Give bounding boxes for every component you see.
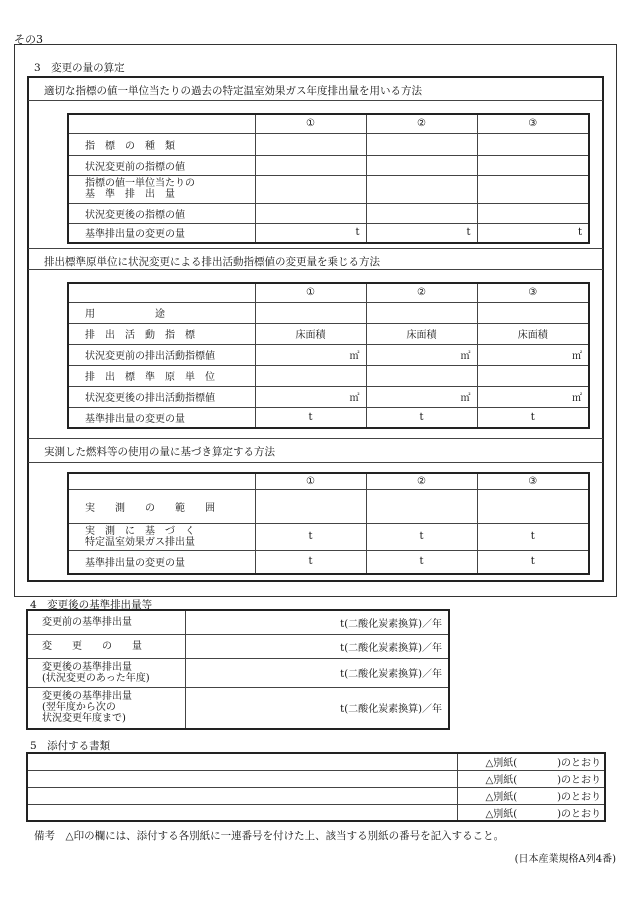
row-label: 状況変更後の排出活動指標値 <box>68 386 255 407</box>
input-cell[interactable]: t <box>255 407 366 428</box>
row-label-line: 状況変更年度まで) <box>42 713 126 725</box>
col-header: ① <box>255 283 366 302</box>
attachment-entry[interactable] <box>27 804 457 821</box>
input-cell[interactable]: t <box>477 550 589 574</box>
row-label: 用 途 <box>68 302 255 323</box>
method-2-title: 排出標準原単位に状況変更による排出活動指標値の変更量を乗じる方法 <box>44 256 380 268</box>
input-cell[interactable] <box>366 155 477 175</box>
input-cell[interactable] <box>477 155 589 175</box>
col-header: ③ <box>477 114 589 133</box>
row-label <box>68 523 255 550</box>
input-cell[interactable] <box>366 302 477 323</box>
input-cell[interactable]: 床面積 <box>477 323 589 344</box>
section-4-table <box>26 609 450 730</box>
method-2-table <box>67 282 590 429</box>
attachment-ref[interactable]: △別紙( )のとおり <box>457 753 605 770</box>
attachment-ref[interactable]: △別紙( )のとおり <box>457 804 605 821</box>
input-cell[interactable] <box>477 302 589 323</box>
input-cell[interactable] <box>255 489 366 523</box>
row-label-line: 実 測 に 基 づ く <box>85 525 195 537</box>
row-label: 排 出 標 準 原 単 位 <box>68 365 255 386</box>
input-cell[interactable] <box>366 133 477 155</box>
input-cell[interactable] <box>366 175 477 203</box>
row-label: 基準排出量の変更の量 <box>68 550 255 574</box>
value-cell[interactable]: t(二酸化炭素換算)／年 <box>185 687 449 729</box>
value-cell[interactable]: t(二酸化炭素換算)／年 <box>185 658 449 687</box>
col-header: ③ <box>477 473 589 489</box>
input-cell[interactable]: 床面積 <box>255 323 366 344</box>
input-cell[interactable]: t <box>477 223 589 243</box>
row-label: 状況変更後の指標の値 <box>68 203 255 223</box>
row-label <box>27 610 185 634</box>
method-1-title: 適切な指標の値一単位当たりの過去の特定温室効果ガス年度排出量を用いる方法 <box>44 85 422 97</box>
divider <box>28 269 603 270</box>
attachment-entry[interactable] <box>27 770 457 787</box>
page-label: その3 <box>14 33 43 46</box>
row-label: 状況変更前の指標の値 <box>68 155 255 175</box>
input-cell[interactable]: ㎡ <box>366 344 477 365</box>
input-cell[interactable]: t <box>366 407 477 428</box>
row-label-line: 指標の値一単位当たりの <box>85 178 195 189</box>
attachments-table <box>26 752 606 822</box>
input-cell[interactable]: ㎡ <box>255 344 366 365</box>
input-cell[interactable]: t <box>477 523 589 550</box>
paper-standard: (日本産業規格A列4番) <box>514 854 616 865</box>
input-cell[interactable] <box>477 133 589 155</box>
attachment-ref[interactable]: △別紙( )のとおり <box>457 787 605 804</box>
remarks-note: 備考 △印の欄には、添付する各別紙に一連番号を付けた上、該当する別紙の番号を記入すること。 <box>34 830 505 842</box>
row-label: 実 測 の 範 囲 <box>68 489 255 523</box>
input-cell[interactable]: t <box>255 523 366 550</box>
section-5-title: 5 添付する書類 <box>30 740 111 752</box>
attachment-entry[interactable] <box>27 753 457 770</box>
method-3-title: 実測した燃料等の使用の量に基づき算定する方法 <box>44 446 275 458</box>
row-label-line: 変更後の基準排出量 <box>42 691 132 703</box>
attachment-entry[interactable] <box>27 787 457 804</box>
row-label: 基準排出量の変更の量 <box>68 223 255 243</box>
row-label <box>27 687 185 729</box>
divider <box>28 438 603 439</box>
row-label: 排 出 活 動 指 標 <box>68 323 255 344</box>
input-cell[interactable]: t <box>366 223 477 243</box>
input-cell[interactable]: t <box>477 407 589 428</box>
attachment-ref[interactable]: △別紙( )のとおり <box>457 770 605 787</box>
method-3-table <box>67 472 590 575</box>
input-cell[interactable]: ㎡ <box>255 386 366 407</box>
input-cell[interactable]: t <box>255 550 366 574</box>
input-cell[interactable] <box>255 175 366 203</box>
input-cell[interactable]: 床面積 <box>366 323 477 344</box>
row-label-line: 変 更 の 量 <box>42 640 142 652</box>
row-label: 指 標 の 種 類 <box>68 133 255 155</box>
col-header: ① <box>255 114 366 133</box>
divider <box>28 462 603 463</box>
input-cell[interactable] <box>255 203 366 223</box>
divider <box>28 100 603 101</box>
col-header: ③ <box>477 283 589 302</box>
value-cell[interactable]: t(二酸化炭素換算)／年 <box>185 610 449 634</box>
row-label <box>68 175 255 203</box>
input-cell[interactable]: t <box>255 223 366 243</box>
input-cell[interactable] <box>366 365 477 386</box>
section-3-title: 3 変更の量の算定 <box>34 62 125 74</box>
input-cell[interactable]: ㎡ <box>477 344 589 365</box>
row-label-line: 変更前の基準排出量 <box>42 616 132 628</box>
col-header: ② <box>366 114 477 133</box>
divider <box>28 248 603 249</box>
col-header: ① <box>255 473 366 489</box>
row-label-line: 変更後の基準排出量 <box>42 661 132 673</box>
input-cell[interactable] <box>477 489 589 523</box>
input-cell[interactable]: ㎡ <box>477 386 589 407</box>
input-cell[interactable]: t <box>366 550 477 574</box>
section-4-title: 4 変更後の基準排出量等 <box>30 599 153 611</box>
row-label <box>27 634 185 658</box>
input-cell[interactable] <box>477 175 589 203</box>
input-cell[interactable]: ㎡ <box>366 386 477 407</box>
row-label-line: (状況変更のあった年度) <box>42 672 150 684</box>
input-cell[interactable] <box>366 203 477 223</box>
input-cell[interactable] <box>477 203 589 223</box>
input-cell[interactable] <box>477 365 589 386</box>
row-label: 基準排出量の変更の量 <box>68 407 255 428</box>
col-header: ② <box>366 283 477 302</box>
input-cell[interactable]: t <box>366 523 477 550</box>
row-label-line: (翌年度から次の <box>42 702 116 714</box>
col-header: ② <box>366 473 477 489</box>
row-label: 状況変更前の排出活動指標値 <box>68 344 255 365</box>
method-1-table <box>67 113 590 244</box>
input-cell[interactable] <box>255 302 366 323</box>
input-cell[interactable] <box>366 489 477 523</box>
row-label-line: 基 準 排 出 量 <box>85 189 175 200</box>
row-label <box>27 658 185 687</box>
input-cell[interactable] <box>255 133 366 155</box>
value-cell[interactable]: t(二酸化炭素換算)／年 <box>185 634 449 658</box>
row-label-line: 特定温室効果ガス排出量 <box>85 536 195 548</box>
input-cell[interactable] <box>255 155 366 175</box>
input-cell[interactable] <box>255 365 366 386</box>
